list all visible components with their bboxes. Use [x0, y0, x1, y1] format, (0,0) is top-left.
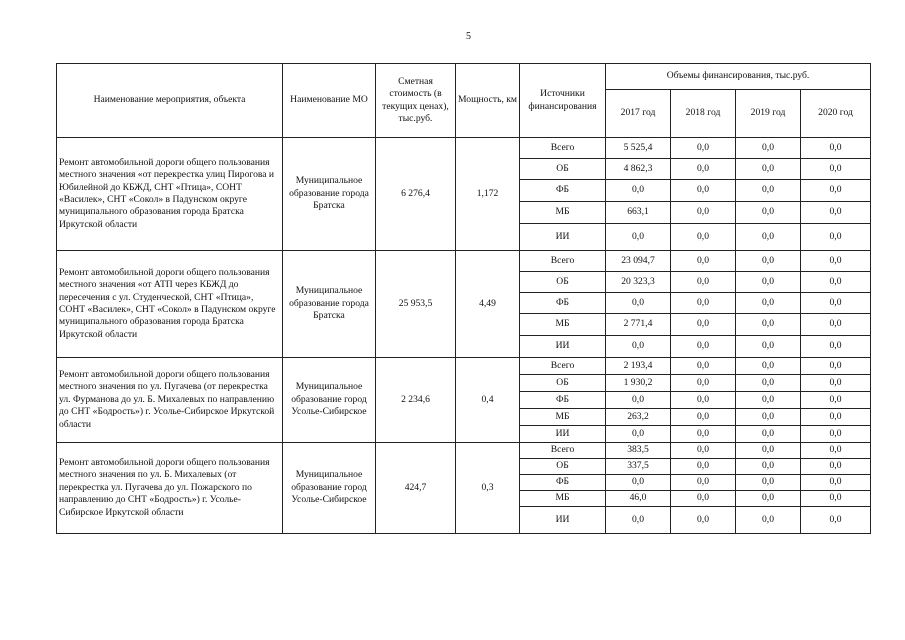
project-name: Ремонт автомобильной дороги общего пользования местного значения по ул. Б. Михалевых (от перекрестка ул. Пугачева до ул. Пожарского по направлению до СНТ «Бодрость») г. Усолье-Сибирское Иркутской области: [57, 443, 283, 534]
funding-value: 0,0: [606, 224, 671, 251]
funding-value: 0,0: [736, 202, 801, 224]
table-body: [57, 138, 871, 534]
funding-source: ФБ: [520, 293, 606, 314]
funding-value: 0,0: [801, 459, 871, 475]
funding-value: 0,0: [606, 392, 671, 409]
table-header: [57, 64, 871, 138]
funding-value: 0,0: [671, 375, 736, 392]
funding-value: 0,0: [736, 251, 801, 272]
funding-value: 0,0: [801, 272, 871, 293]
funding-source: МБ: [520, 202, 606, 224]
funding-value: 0,0: [671, 459, 736, 475]
funding-value: 46,0: [606, 491, 671, 507]
funding-value: 23 094,7: [606, 251, 671, 272]
funding-value: 0,0: [671, 491, 736, 507]
funding-value: 0,0: [671, 138, 736, 159]
funding-value: 663,1: [606, 202, 671, 224]
header-sources: Источники финансирования: [520, 64, 606, 138]
project-mo: Муниципальное образование город Усолье-Сибирское: [283, 443, 376, 534]
funding-value: 0,0: [671, 392, 736, 409]
funding-value: 0,0: [736, 159, 801, 180]
project-power: 0,3: [456, 443, 520, 534]
header-funding: Объемы финансирования, тыс.руб.: [606, 64, 871, 90]
funding-value: 0,0: [671, 159, 736, 180]
funding-source: ФБ: [520, 180, 606, 202]
funding-source: Всего: [520, 358, 606, 375]
funding-source: ИИ: [520, 336, 606, 358]
funding-value: 0,0: [671, 293, 736, 314]
funding-source: ОБ: [520, 272, 606, 293]
header-power: Мощность, км: [456, 64, 520, 138]
funding-value: 0,0: [736, 491, 801, 507]
table-row: [57, 443, 871, 459]
header-year-2017: 2017 год: [606, 90, 671, 138]
table-row: [57, 251, 871, 272]
funding-value: 0,0: [801, 392, 871, 409]
funding-value: 0,0: [801, 293, 871, 314]
funding-value: 0,0: [606, 475, 671, 491]
funding-value: 20 323,3: [606, 272, 671, 293]
funding-value: 0,0: [801, 507, 871, 534]
funding-source: МБ: [520, 314, 606, 336]
funding-value: 0,0: [736, 336, 801, 358]
funding-value: 0,0: [606, 426, 671, 443]
funding-source: ОБ: [520, 375, 606, 392]
funding-value: 0,0: [736, 459, 801, 475]
funding-value: 0,0: [736, 314, 801, 336]
funding-source: Всего: [520, 251, 606, 272]
funding-value: 0,0: [671, 336, 736, 358]
funding-value: 0,0: [801, 224, 871, 251]
table-row: [57, 358, 871, 375]
funding-value: 0,0: [671, 202, 736, 224]
funding-source: ОБ: [520, 459, 606, 475]
funding-value: 0,0: [671, 251, 736, 272]
funding-value: 0,0: [736, 293, 801, 314]
funding-value: 0,0: [736, 138, 801, 159]
funding-value: 0,0: [671, 314, 736, 336]
funding-value: 0,0: [801, 251, 871, 272]
funding-source: ОБ: [520, 159, 606, 180]
funding-source: Всего: [520, 138, 606, 159]
funding-value: 0,0: [801, 409, 871, 426]
funding-value: 0,0: [671, 224, 736, 251]
project-name: Ремонт автомобильной дороги общего пользования местного значения «от перекрестка улиц Пирогова и Юбилейной до КБЖД, СНТ «Птица», СОНТ «Василек», СНТ «Сокол» в Падунском округе муниципального образования города Братска Иркутской области: [57, 138, 283, 251]
page-number: 5: [466, 31, 471, 42]
funding-source: ИИ: [520, 507, 606, 534]
header-mo: Наименование МО: [283, 64, 376, 138]
funding-value: 0,0: [736, 224, 801, 251]
project-power: 0,4: [456, 358, 520, 443]
project-power: 1,172: [456, 138, 520, 251]
funding-value: 0,0: [671, 443, 736, 459]
funding-value: 0,0: [671, 272, 736, 293]
project-mo: Муниципальное образование город Усолье-Сибирское: [283, 358, 376, 443]
funding-value: 0,0: [801, 202, 871, 224]
funding-value: 0,0: [801, 314, 871, 336]
project-cost: 25 953,5: [376, 251, 456, 358]
project-mo: Муниципальное образование города Братска: [283, 251, 376, 358]
funding-value: 0,0: [671, 409, 736, 426]
funding-source: Всего: [520, 443, 606, 459]
funding-source: МБ: [520, 491, 606, 507]
header-cost: Сметная стоимость (в текущих ценах), тыс.руб.: [376, 64, 456, 138]
project-cost: 424,7: [376, 443, 456, 534]
funding-value: 0,0: [736, 426, 801, 443]
header-year-2018: 2018 год: [671, 90, 736, 138]
funding-value: 0,0: [671, 426, 736, 443]
project-mo: Муниципальное образование города Братска: [283, 138, 376, 251]
funding-value: 0,0: [736, 443, 801, 459]
funding-value: 337,5: [606, 459, 671, 475]
funding-value: 0,0: [801, 358, 871, 375]
funding-value: 5 525,4: [606, 138, 671, 159]
funding-value: 0,0: [801, 475, 871, 491]
header-name: Наименование мероприятия, объекта: [57, 64, 283, 138]
funding-value: 0,0: [736, 507, 801, 534]
funding-value: 0,0: [801, 138, 871, 159]
funding-value: 4 862,3: [606, 159, 671, 180]
funding-source: ФБ: [520, 392, 606, 409]
funding-value: 0,0: [801, 426, 871, 443]
funding-value: 0,0: [736, 358, 801, 375]
funding-source: МБ: [520, 409, 606, 426]
funding-source: ФБ: [520, 475, 606, 491]
table-row: [57, 138, 871, 159]
funding-value: 0,0: [736, 475, 801, 491]
header-year-2019: 2019 год: [736, 90, 801, 138]
project-power: 4,49: [456, 251, 520, 358]
funding-value: 0,0: [671, 507, 736, 534]
funding-value: 1 930,2: [606, 375, 671, 392]
funding-value: 0,0: [606, 293, 671, 314]
project-cost: 6 276,4: [376, 138, 456, 251]
funding-value: 0,0: [801, 180, 871, 202]
funding-value: 383,5: [606, 443, 671, 459]
funding-value: 0,0: [801, 159, 871, 180]
project-name: Ремонт автомобильной дороги общего пользования местного значения «от АТП через КБЖД до пересечения с ул. Студенческой, СНТ «Птица», СОНТ «Василек», СНТ «Сокол» в Падунском округе муниципального образования города Братска Иркутской области: [57, 251, 283, 358]
funding-value: 0,0: [736, 375, 801, 392]
header-year-2020: 2020 год: [801, 90, 871, 138]
funding-value: 0,0: [736, 409, 801, 426]
funding-value: 0,0: [736, 392, 801, 409]
funding-value: 0,0: [736, 180, 801, 202]
financing-table: [56, 63, 871, 534]
funding-value: 0,0: [801, 491, 871, 507]
funding-source: ИИ: [520, 426, 606, 443]
funding-value: 2 771,4: [606, 314, 671, 336]
project-cost: 2 234,6: [376, 358, 456, 443]
funding-value: 0,0: [606, 180, 671, 202]
funding-source: ИИ: [520, 224, 606, 251]
funding-value: 263,2: [606, 409, 671, 426]
funding-value: 0,0: [671, 180, 736, 202]
project-name: Ремонт автомобильной дороги общего пользования местного значения по ул. Пугачева (от перекрестка ул. Фурманова до ул. Б. Михалевых по направлению до СНТ «Бодрость») г. Усолье-Сибирское Иркутской области: [57, 358, 283, 443]
funding-value: 0,0: [671, 358, 736, 375]
funding-value: 0,0: [801, 443, 871, 459]
funding-value: 0,0: [606, 336, 671, 358]
funding-value: 0,0: [801, 375, 871, 392]
funding-value: 2 193,4: [606, 358, 671, 375]
funding-value: 0,0: [671, 475, 736, 491]
funding-value: 0,0: [801, 336, 871, 358]
funding-value: 0,0: [606, 507, 671, 534]
funding-value: 0,0: [736, 272, 801, 293]
